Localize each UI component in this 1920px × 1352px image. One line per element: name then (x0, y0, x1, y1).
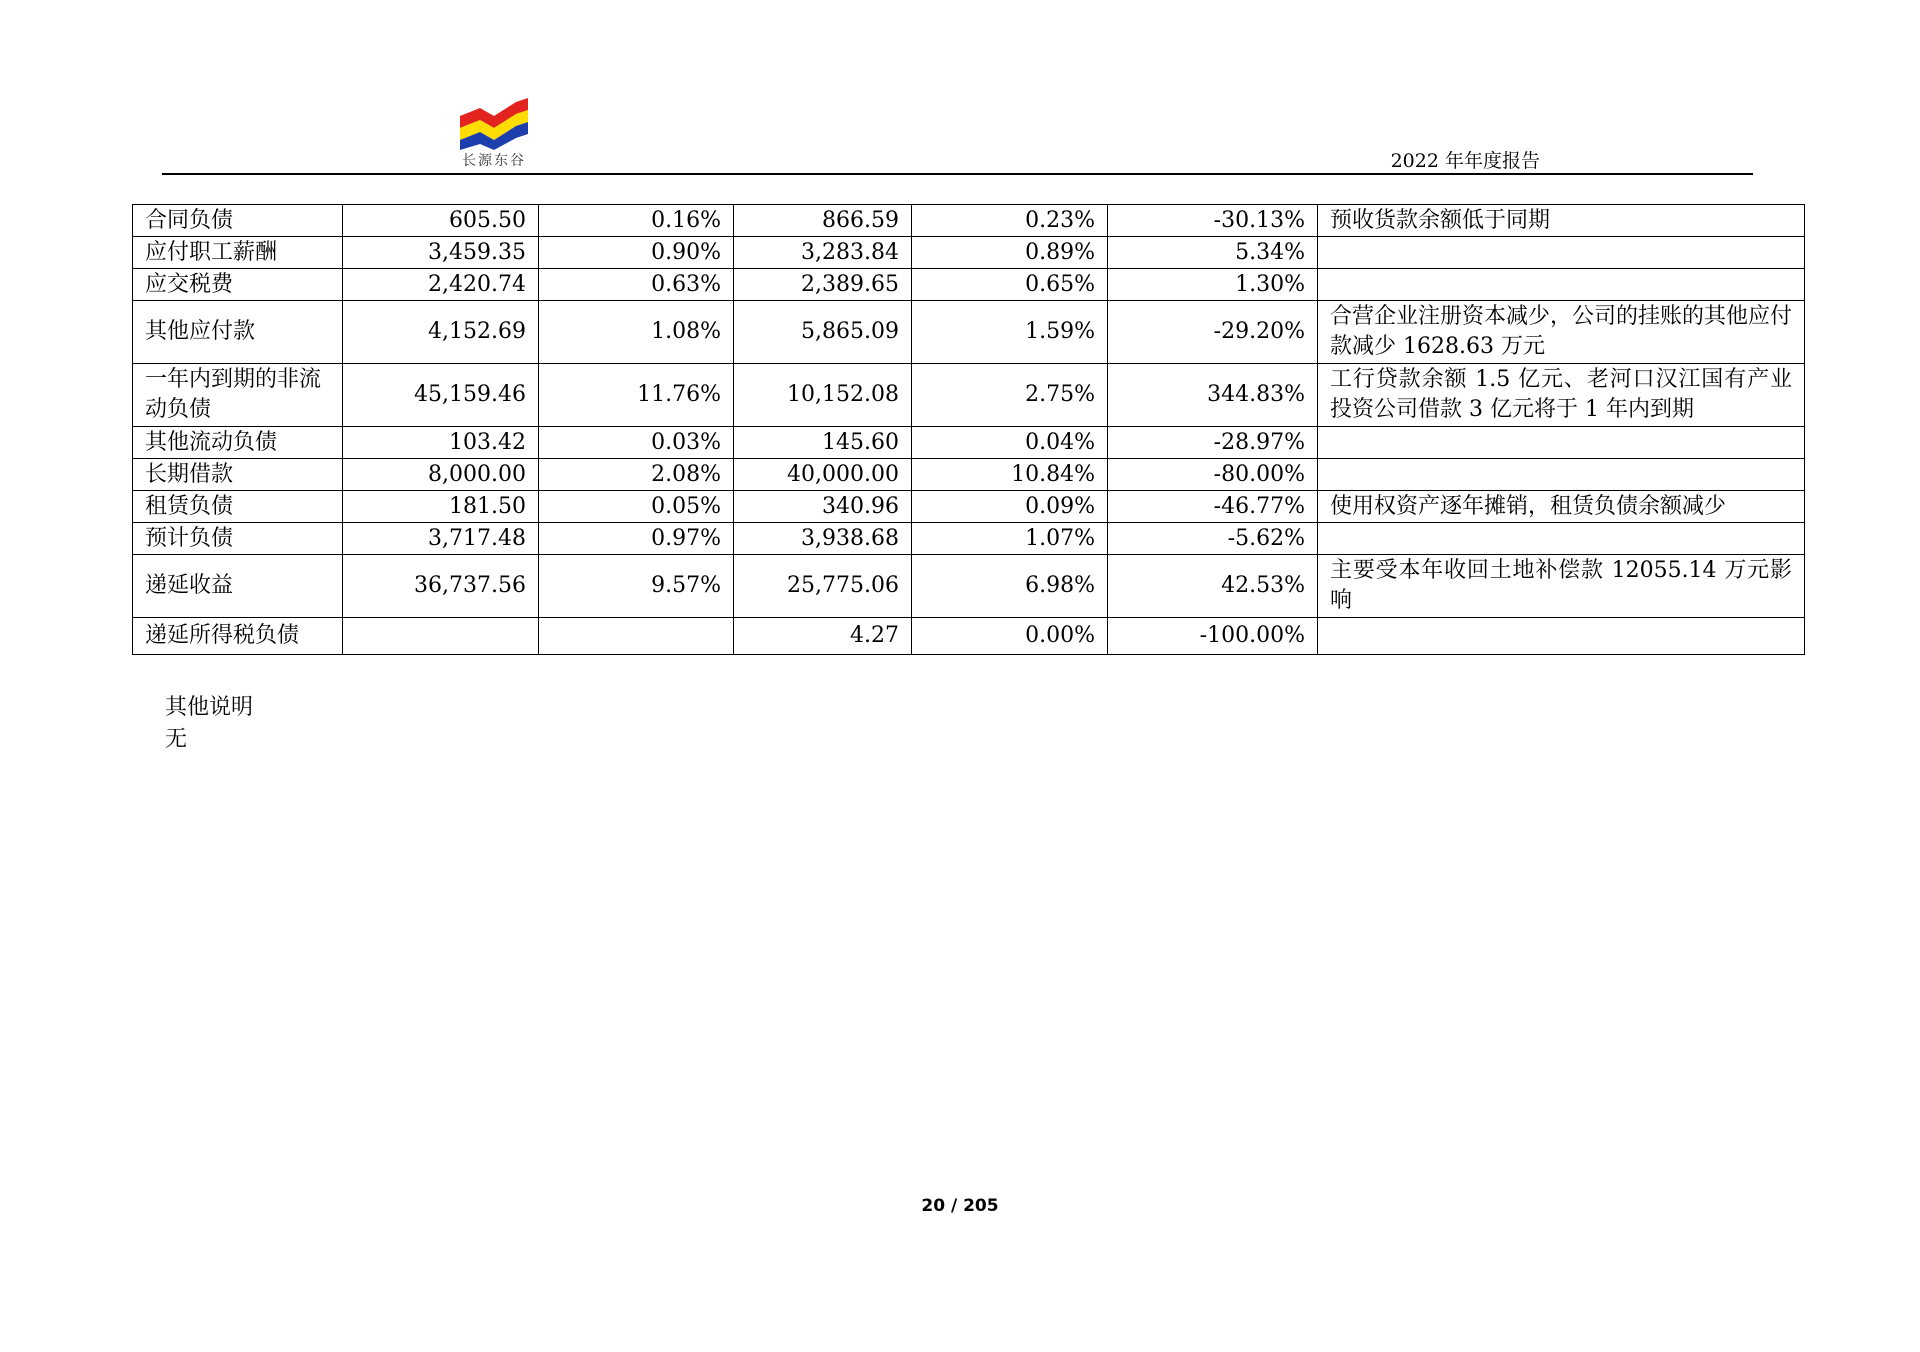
change-ratio-cell: -5.62% (1108, 523, 1318, 555)
prior-amount-cell: 4.27 (734, 618, 912, 655)
current-amount-cell: 3,459.35 (343, 237, 539, 269)
current-ratio-cell: 0.90% (539, 237, 734, 269)
table-row (133, 459, 1805, 491)
change-ratio-cell: -30.13% (1108, 205, 1318, 237)
table-row (133, 555, 1805, 618)
table-row (133, 491, 1805, 523)
prior-ratio-cell: 10.84% (912, 459, 1108, 491)
report-title: 2022 年年度报告 (1390, 150, 1540, 172)
current-ratio-cell: 9.57% (539, 555, 734, 618)
prior-ratio-cell: 0.00% (912, 618, 1108, 655)
current-amount-cell: 3,717.48 (343, 523, 539, 555)
prior-amount-cell: 145.60 (734, 427, 912, 459)
current-ratio-cell: 0.05% (539, 491, 734, 523)
current-ratio-cell: 1.08% (539, 301, 734, 364)
current-amount-cell: 8,000.00 (343, 459, 539, 491)
change-ratio-cell: -100.00% (1108, 618, 1318, 655)
row-item-name: 一年内到期的非流动负债 (133, 364, 343, 427)
table-row (133, 301, 1805, 364)
note-cell (1318, 523, 1805, 555)
current-ratio-cell: 0.97% (539, 523, 734, 555)
prior-amount-cell: 3,938.68 (734, 523, 912, 555)
logo-stripes-icon (458, 98, 530, 150)
current-ratio-cell: 0.16% (539, 205, 734, 237)
row-item-name: 递延收益 (133, 555, 343, 618)
logo-text: 长源东谷 (462, 153, 526, 169)
row-item-name: 递延所得税负债 (133, 618, 343, 655)
prior-ratio-cell: 2.75% (912, 364, 1108, 427)
change-ratio-cell: -29.20% (1108, 301, 1318, 364)
page-number: 20 / 205 (921, 1196, 999, 1216)
change-ratio-cell: -28.97% (1108, 427, 1318, 459)
current-amount-cell: 103.42 (343, 427, 539, 459)
note-cell: 工行贷款余额 1.5 亿元、老河口汉江国有产业投资公司借款 3 亿元将于 1 年内到期 (1318, 364, 1805, 427)
row-item-name: 租赁负债 (133, 491, 343, 523)
note-cell: 主要受本年收回土地补偿款 12055.14 万元影响 (1318, 555, 1805, 618)
table-body (133, 205, 1805, 655)
row-item-name: 合同负债 (133, 205, 343, 237)
prior-ratio-cell: 0.89% (912, 237, 1108, 269)
current-ratio-cell: 0.63% (539, 269, 734, 301)
prior-amount-cell: 5,865.09 (734, 301, 912, 364)
liabilities-table (132, 204, 1805, 655)
table-row (133, 269, 1805, 301)
current-amount-cell: 605.50 (343, 205, 539, 237)
note-cell: 合营企业注册资本减少，公司的挂账的其他应付款减少 1628.63 万元 (1318, 301, 1805, 364)
prior-amount-cell: 25,775.06 (734, 555, 912, 618)
prior-amount-cell: 866.59 (734, 205, 912, 237)
row-item-name: 预计负债 (133, 523, 343, 555)
table-row (133, 237, 1805, 269)
other-notes-body: 无 (165, 727, 188, 752)
other-notes-title: 其他说明 (165, 695, 254, 720)
note-cell (1318, 237, 1805, 269)
current-amount-cell: 2,420.74 (343, 269, 539, 301)
current-ratio-cell: 11.76% (539, 364, 734, 427)
note-cell (1318, 427, 1805, 459)
note-cell: 预收货款余额低于同期 (1318, 205, 1805, 237)
current-ratio-cell: 0.03% (539, 427, 734, 459)
prior-ratio-cell: 0.23% (912, 205, 1108, 237)
change-ratio-cell: 1.30% (1108, 269, 1318, 301)
row-item-name: 应交税费 (133, 269, 343, 301)
table-row (133, 618, 1805, 655)
prior-amount-cell: 10,152.08 (734, 364, 912, 427)
note-cell: 使用权资产逐年摊销，租赁负债余额减少 (1318, 491, 1805, 523)
current-amount-cell: 4,152.69 (343, 301, 539, 364)
current-amount-cell (343, 618, 539, 655)
note-cell (1318, 618, 1805, 655)
current-amount-cell: 181.50 (343, 491, 539, 523)
prior-ratio-cell: 0.04% (912, 427, 1108, 459)
table-row (133, 523, 1805, 555)
prior-ratio-cell: 6.98% (912, 555, 1108, 618)
row-item-name: 其他应付款 (133, 301, 343, 364)
prior-ratio-cell: 0.65% (912, 269, 1108, 301)
prior-amount-cell: 3,283.84 (734, 237, 912, 269)
row-item-name: 其他流动负债 (133, 427, 343, 459)
header-divider (162, 173, 1753, 175)
table-row (133, 205, 1805, 237)
table-row (133, 364, 1805, 427)
row-item-name: 长期借款 (133, 459, 343, 491)
current-ratio-cell: 2.08% (539, 459, 734, 491)
prior-amount-cell: 340.96 (734, 491, 912, 523)
change-ratio-cell: 344.83% (1108, 364, 1318, 427)
change-ratio-cell: -80.00% (1108, 459, 1318, 491)
prior-ratio-cell: 0.09% (912, 491, 1108, 523)
prior-amount-cell: 2,389.65 (734, 269, 912, 301)
change-ratio-cell: 42.53% (1108, 555, 1318, 618)
current-amount-cell: 45,159.46 (343, 364, 539, 427)
change-ratio-cell: -46.77% (1108, 491, 1318, 523)
note-cell (1318, 459, 1805, 491)
prior-ratio-cell: 1.59% (912, 301, 1108, 364)
current-amount-cell: 36,737.56 (343, 555, 539, 618)
current-ratio-cell (539, 618, 734, 655)
table-row (133, 427, 1805, 459)
row-item-name: 应付职工薪酬 (133, 237, 343, 269)
change-ratio-cell: 5.34% (1108, 237, 1318, 269)
note-cell (1318, 269, 1805, 301)
prior-amount-cell: 40,000.00 (734, 459, 912, 491)
prior-ratio-cell: 1.07% (912, 523, 1108, 555)
